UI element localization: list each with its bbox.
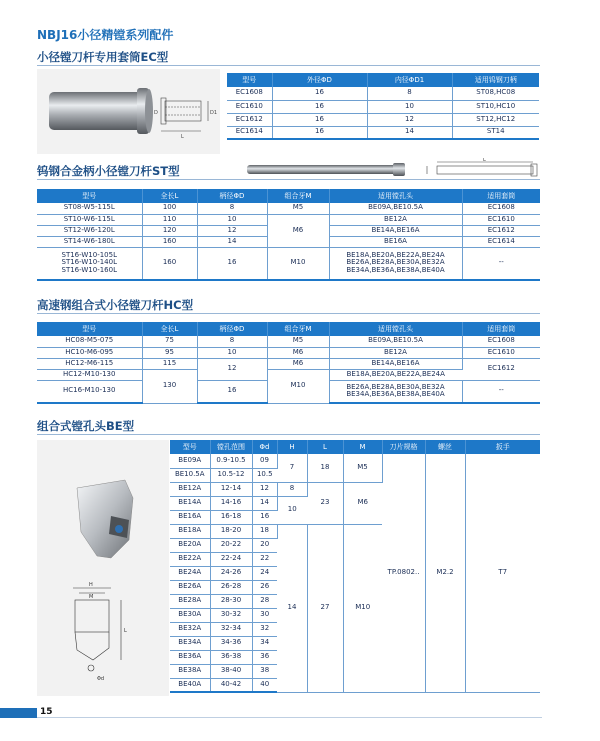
cell: EC1612 (462, 225, 540, 236)
table-row (227, 100, 539, 113)
st-header-dia: 柄径ΦD (197, 189, 267, 203)
table-row (37, 203, 540, 214)
cell: BE36A (170, 650, 210, 664)
cell: 22-24 (210, 552, 252, 566)
footer-rule (37, 717, 542, 718)
cell: HC10-M6-095 (37, 347, 142, 358)
be-header-model: 型号 (170, 440, 210, 454)
cell: HC16-M10-130 (37, 380, 142, 403)
cell: 26-28 (210, 580, 252, 594)
be-label-d: Φd (97, 676, 105, 682)
cell: 10.5-12 (210, 468, 252, 482)
cell: BE16A (329, 236, 462, 247)
cell: 14 (197, 236, 267, 247)
hc-header-length: 全长L (142, 322, 197, 336)
section-title-ec: 小径镗刀杆专用套筒EC型 (37, 50, 169, 64)
model-line: ST16-W10-105L (61, 250, 117, 259)
cell: ST08-W5-115L (37, 203, 142, 214)
ec-header-model: 型号 (227, 73, 272, 87)
st-header-thread: 组合牙M (267, 189, 329, 203)
cell: ST10-W6-115L (37, 214, 142, 225)
cell: 14 (367, 126, 452, 139)
cell: 12 (197, 358, 267, 380)
ec-header-id: 内径ΦD1 (367, 73, 452, 87)
cell: ST14 (452, 126, 539, 139)
cell: 28 (252, 594, 277, 608)
cell: 16 (272, 100, 367, 113)
cell: 120 (142, 225, 197, 236)
cell: 36 (252, 650, 277, 664)
cell: T7 (465, 454, 540, 692)
cell: M6 (267, 214, 329, 247)
cell: EC1610 (227, 100, 272, 113)
model-line: ST16-W10-160L (61, 266, 117, 275)
table-row (227, 113, 539, 126)
st-header-heads: 适用镗孔头 (329, 189, 462, 203)
be-label-h: H (89, 582, 93, 588)
st-header-sleeve: 适用套筒 (462, 189, 540, 203)
cell: 30 (252, 608, 277, 622)
cell: 10.5 (252, 468, 277, 482)
cell: BE24A (170, 566, 210, 580)
cell: BE30A (170, 608, 210, 622)
cell: BE12A (329, 347, 462, 358)
page-title: NBJ16小径精镗系列配件 (37, 28, 174, 42)
st-header-model: 型号 (37, 189, 142, 203)
cell: BE20A (170, 538, 210, 552)
cell: 14-16 (210, 496, 252, 510)
cell: M10 (267, 369, 329, 403)
cell: ST14-W6-180L (37, 236, 142, 247)
hc-header-heads: 适用镗孔头 (329, 322, 462, 336)
footer-accent-bar (0, 708, 37, 718)
be-product-image (37, 440, 169, 696)
cell: M6 (267, 347, 329, 358)
cell: 36-38 (210, 650, 252, 664)
cell: BE28A (170, 594, 210, 608)
cell: 16 (197, 380, 267, 403)
cell: M10 (343, 524, 382, 692)
cell: 23 (307, 482, 343, 524)
cell: 12 (197, 225, 267, 236)
be-header-range: 镗孔范围 (210, 440, 252, 454)
cell: EC1612 (462, 358, 540, 380)
cell: M6 (343, 482, 382, 524)
page-number: 15 (40, 707, 53, 717)
cell: BE32A (170, 622, 210, 636)
cell: BE18A,BE20A,BE22A,BE24A (329, 369, 462, 380)
cell: 20 (252, 538, 277, 552)
cell: 10 (197, 214, 267, 225)
be-label-m: M (89, 594, 94, 600)
cell: BE34A (170, 636, 210, 650)
cell: BE12A (170, 482, 210, 496)
hc-header-dia: 柄径ΦD (197, 322, 267, 336)
cell: 130 (142, 369, 197, 403)
cell: 24-26 (210, 566, 252, 580)
cell: 16 (272, 113, 367, 126)
cell: BE38A (170, 664, 210, 678)
cell: BE09A (170, 454, 210, 468)
ec-label-id: D1 (210, 110, 218, 116)
section-rule (37, 434, 540, 435)
cell: ST10,HC10 (452, 100, 539, 113)
hc-header-model: 型号 (37, 322, 142, 336)
section-rule (37, 313, 540, 314)
cell: 16 (272, 87, 367, 100)
table-row (37, 336, 540, 347)
section-title-hc: 高速钢组合式小径镗刀杆HC型 (37, 298, 194, 312)
cell: M6 (267, 358, 329, 369)
cell: 26 (252, 580, 277, 594)
cell: BE12A (329, 214, 462, 225)
ec-header-shank: 适用钨钢刀柄 (452, 73, 539, 87)
hc-header-thread: 组合牙M (267, 322, 329, 336)
cell: 28-30 (210, 594, 252, 608)
cell: 100 (142, 203, 197, 214)
ec-sleeve-drawing (37, 69, 220, 154)
cell: 32 (252, 622, 277, 636)
cell: ST12-W6-120L (37, 225, 142, 236)
cell: BE16A (170, 510, 210, 524)
cell: BE40A (170, 678, 210, 692)
section-title-st: 钨钢合金柄小径镗刀杆ST型 (37, 164, 180, 178)
st-spec-table (37, 189, 540, 281)
be-header-screw: 螺丝 (425, 440, 465, 454)
cell: HC12-M10-130 (37, 369, 142, 380)
cell: M2.2 (425, 454, 465, 692)
cell: 12-14 (210, 482, 252, 496)
cell: 110 (142, 214, 197, 225)
cell: ST12,HC12 (452, 113, 539, 126)
cell: EC1608 (462, 336, 540, 347)
hc-spec-table (37, 322, 540, 404)
heads-line: BE34A,BE36A,BE38A,BE40A (346, 390, 445, 399)
cell: BE14A,BE16A (329, 358, 462, 369)
cell: HC08-M5-075 (37, 336, 142, 347)
cell: 16 (252, 510, 277, 524)
be-header-h: H (277, 440, 307, 454)
ec-spec-table (227, 73, 539, 140)
table-row (227, 126, 539, 139)
cell: ST08,HC08 (452, 87, 539, 100)
cell: 18 (252, 524, 277, 538)
cell: 16-18 (210, 510, 252, 524)
cell: EC1612 (227, 113, 272, 126)
cell: 27 (307, 524, 343, 692)
cell: 160 (142, 236, 197, 247)
table-row (37, 214, 540, 225)
cell (329, 380, 462, 403)
cell: 20-22 (210, 538, 252, 552)
be-header-d: Φd (252, 440, 277, 454)
cell: HC12-M6-115 (37, 358, 142, 369)
cell: 75 (142, 336, 197, 347)
table-row (37, 347, 540, 358)
table-row (227, 87, 539, 100)
model-line: ST16-W10-140L (61, 258, 117, 267)
cell: 10 (197, 347, 267, 358)
heads-line: BE26A,BE28A,BE30A,BE32A (346, 258, 445, 267)
be-label-l: L (124, 628, 127, 634)
cell: -- (462, 380, 540, 403)
cell: BE09A,BE10.5A (329, 336, 462, 347)
cell: 95 (142, 347, 197, 358)
ec-label-length: L (181, 134, 184, 140)
section-rule (37, 65, 540, 66)
cell: 40-42 (210, 678, 252, 692)
ec-header-od: 外径ΦD (272, 73, 367, 87)
cell: EC1614 (462, 236, 540, 247)
cell: 18 (307, 454, 343, 482)
cell: EC1610 (462, 347, 540, 358)
cell: 38 (252, 664, 277, 678)
st-label-length: L (483, 158, 486, 163)
cell: BE18A (170, 524, 210, 538)
hc-header-sleeve: 适用套筒 (462, 322, 540, 336)
cell: BE10.5A (170, 468, 210, 482)
cell: 8 (197, 203, 267, 214)
st-header-length: 全长L (142, 189, 197, 203)
cell: BE14A (170, 496, 210, 510)
cell: 34 (252, 636, 277, 650)
cell: 10 (367, 100, 452, 113)
cell: 24 (252, 566, 277, 580)
cell: 18-20 (210, 524, 252, 538)
cell: 38-40 (210, 664, 252, 678)
cell: EC1608 (462, 203, 540, 214)
cell: 14 (277, 524, 307, 692)
cell: 10 (277, 496, 307, 524)
cell: 16 (272, 126, 367, 139)
cell: 34-36 (210, 636, 252, 650)
cell: BE26A (170, 580, 210, 594)
cell: 160 (142, 247, 197, 280)
be-header-l: L (307, 440, 343, 454)
cell (37, 247, 142, 280)
cell (329, 247, 462, 280)
be-header-m: M (343, 440, 382, 454)
be-spec-table (170, 440, 540, 693)
cell: 09 (252, 454, 277, 468)
cell: 115 (142, 358, 197, 369)
cell: M5 (343, 454, 382, 482)
table-row (37, 247, 540, 280)
cell: M5 (267, 203, 329, 214)
cell: 30-32 (210, 608, 252, 622)
cell: TP.0802.. (382, 454, 425, 692)
ec-product-image (37, 69, 220, 154)
cell: 40 (252, 678, 277, 692)
cell: 14 (252, 496, 277, 510)
cell: 12 (367, 113, 452, 126)
cell: EC1614 (227, 126, 272, 139)
cell: 8 (277, 482, 307, 496)
cell: 32-34 (210, 622, 252, 636)
heads-line: BE26A,BE28A,BE30A,BE32A (346, 382, 445, 391)
cell: BE14A,BE16A (329, 225, 462, 236)
ec-label-od: D (154, 110, 158, 116)
cell: 7 (277, 454, 307, 482)
be-head-drawing (37, 440, 169, 696)
heads-line: BE18A,BE20A,BE22A,BE24A (346, 250, 445, 259)
table-row (37, 358, 540, 369)
cell: 16 (197, 247, 267, 280)
cell: M5 (267, 336, 329, 347)
section-title-be: 组合式镗孔头BE型 (37, 419, 135, 433)
cell: EC1608 (227, 87, 272, 100)
cell: 8 (367, 87, 452, 100)
cell: M10 (267, 247, 329, 280)
cell: 0.9-10.5 (210, 454, 252, 468)
cell: 12 (252, 482, 277, 496)
cell: BE22A (170, 552, 210, 566)
table-row (170, 454, 540, 468)
cell: 8 (197, 336, 267, 347)
cell: -- (462, 247, 540, 280)
st-bar-drawing (245, 158, 545, 182)
be-header-wrench: 扳手 (465, 440, 540, 454)
heads-line: BE34A,BE36A,BE38A,BE40A (346, 266, 445, 275)
cell: BE09A,BE10.5A (329, 203, 462, 214)
cell: 22 (252, 552, 277, 566)
cell: EC1610 (462, 214, 540, 225)
be-header-insert: 刀片规格 (382, 440, 425, 454)
